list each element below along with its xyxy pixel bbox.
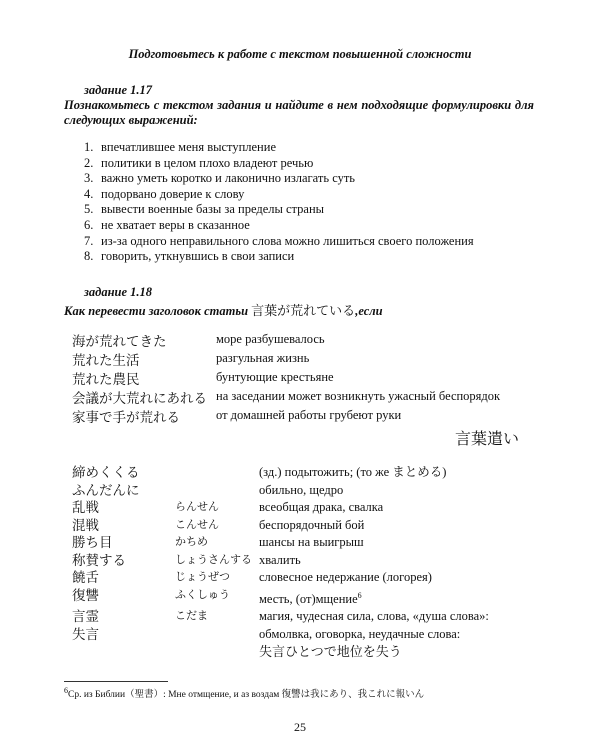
table-row: 復讐 ふくしゅう месть, (от)мщение$^6$ bbox=[72, 587, 362, 606]
table-row: 勝ち目 かちめ шансы на выигрыш bbox=[72, 535, 364, 550]
list-item: 7. из-за одного неправильного слова можно лишиться своего положения bbox=[84, 233, 474, 248]
usage-table bbox=[72, 330, 500, 425]
table-row: 称賛する しょうさんする хвалить bbox=[72, 552, 301, 568]
table-row: 失言 обмолвка, оговорка, неудачные слова: 失言ひとつで地位を失う bbox=[72, 626, 461, 660]
page-heading: Подготовьтесь к работе с текстом повышенной сложности bbox=[128, 47, 472, 61]
table-row: 海が荒れてきた море разбушевалось bbox=[72, 332, 325, 349]
list-item: 1. впечатлившее меня выступление bbox=[84, 140, 276, 154]
list-item: 2. политики в целом плохо владеют речью bbox=[84, 155, 314, 170]
task-118-label: задание 1.18 bbox=[84, 285, 153, 299]
table-row: 締めくくる (зд.) подытожить; (то же まとめる) bbox=[72, 465, 447, 480]
task-117-instruction: Познакомьтесь с текстом задания и найдите в нем подходящие формулировки для следующих выражений: bbox=[64, 98, 534, 127]
table-row: 混戦 こんせん беспорядочный бой bbox=[72, 517, 365, 533]
footnote-divider bbox=[64, 681, 168, 682]
task-117-label: задание 1.17 bbox=[84, 83, 153, 97]
page-number: 25 bbox=[294, 720, 306, 734]
vocabulary-table bbox=[72, 464, 549, 661]
table-row: 荒れた農民 бунтующие крестьяне bbox=[72, 370, 334, 387]
list-item: 3. важно уметь коротко и лаконично излагать суть bbox=[84, 171, 355, 186]
footnote: $^6$Ср. из Библии（聖書）: Мне отмщение, и аз воздам 復讐は我にあり、我これに報いん bbox=[64, 686, 425, 701]
footnote-marker[interactable]: 6 bbox=[357, 590, 362, 600]
list-item: 8. говорить, уткнувшись в свои записи bbox=[84, 249, 295, 264]
list-item: 4. подорвано доверие к слову bbox=[84, 186, 245, 201]
table-row: 乱戦 らんせん всеобщая драка, свалка bbox=[72, 500, 384, 515]
table-row: 言霊 こだま магия, чудесная сила, слова, «душа слова»: bbox=[72, 609, 489, 625]
table-row: ふんだんに обильно, щедро bbox=[72, 482, 344, 498]
list-item: 6. не хватает веры в сказанное bbox=[84, 217, 250, 232]
table-row: 荒れた生活 разгульная жизнь bbox=[72, 351, 310, 368]
table-row: 会議が大荒れにあれる на заседании может возникнуть ужасный беспорядок bbox=[72, 389, 501, 406]
phrase-list bbox=[84, 140, 474, 265]
table-row: 家事で手が荒れる от домашней работы грубеют руки bbox=[72, 408, 402, 425]
list-item: 5. вывести военные базы за пределы страны bbox=[84, 202, 325, 217]
table-row: 饒舌 じょうぜつ словесное недержание (логорея) bbox=[72, 570, 432, 585]
task-118-question: Как перевести заголовок статьи 言葉が荒れている,если bbox=[64, 303, 383, 318]
vocabulary-title: 言葉遣い bbox=[455, 431, 520, 448]
